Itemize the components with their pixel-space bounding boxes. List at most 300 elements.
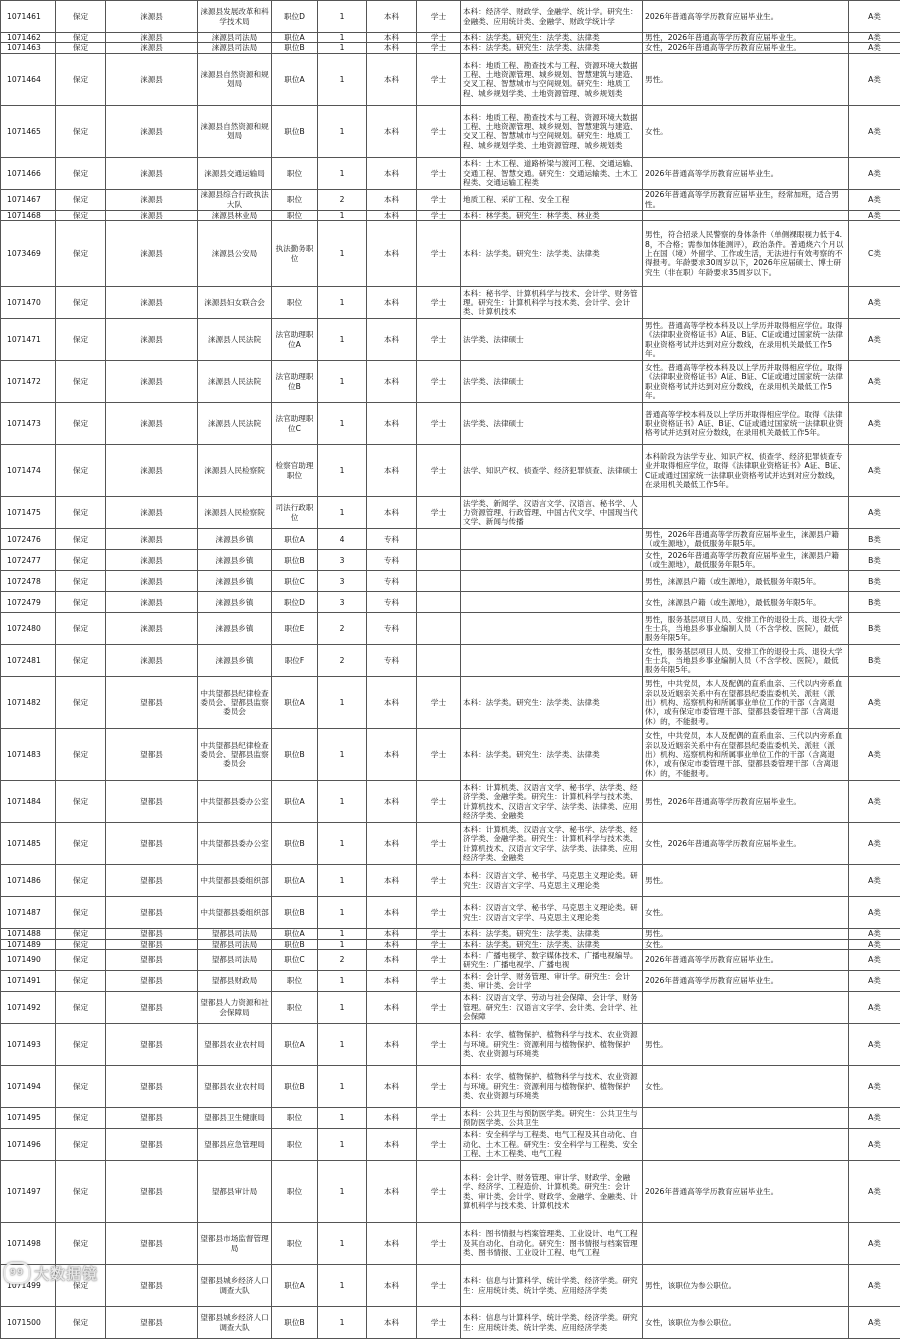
position-cell: 法官助理职位B xyxy=(272,361,318,403)
headcount-cell: 2 xyxy=(318,189,367,210)
major-cell: 本科：秘书学、计算机科学与技术、会计学、财务管理。研究生：计算机科学与技术类、会计学、会计类、计算机技术 xyxy=(461,287,643,319)
degree-cell xyxy=(417,571,461,592)
job-code-cell: 1072476 xyxy=(1,529,56,550)
position-cell: 职位 xyxy=(272,1223,318,1265)
education-cell: 专科 xyxy=(367,529,417,550)
table-row xyxy=(1,950,900,971)
position-cell: 职位D xyxy=(272,1,318,33)
major-cell: 本科：计算机类、汉语言文学、秘书学、法学类、经济学类、金融学类。研究生：计算机科学与技术类、计算机技术、汉语言文字学、法学类、法律类、应用经济学类、金融类 xyxy=(461,781,643,823)
county-cell: 望都县 xyxy=(106,1307,198,1339)
table-row xyxy=(1,189,900,210)
position-cell: 职位C xyxy=(272,950,318,971)
education-cell: 专科 xyxy=(367,645,417,677)
degree-cell: 学士 xyxy=(417,210,461,220)
position-cell: 职位A xyxy=(272,1024,318,1066)
degree-cell: 学士 xyxy=(417,43,461,53)
position-cell: 职位F xyxy=(272,645,318,677)
county-cell: 望都县 xyxy=(106,897,198,929)
position-cell: 法官助理职位A xyxy=(272,319,318,361)
table-row xyxy=(1,677,900,729)
requirements-cell: 女性。普通高等学校本科及以上学历并取得相应学位。取得《法律职业资格证书》A证、B证、C证或通过国家统一法律职业资格考试并达到对应分数线，在录用机关最低工作5年。 xyxy=(643,361,849,403)
table-row xyxy=(1,33,900,43)
category-cell: A类 xyxy=(849,1024,900,1066)
headcount-cell: 2 xyxy=(318,645,367,677)
job-code-cell: 1071498 xyxy=(1,1223,56,1265)
degree-cell: 学士 xyxy=(417,939,461,949)
degree-cell: 学士 xyxy=(417,1307,461,1339)
requirements-cell: 2026年普通高等学历教育应届毕业生。 xyxy=(643,950,849,971)
education-cell: 本科 xyxy=(367,33,417,43)
county-cell: 望都县 xyxy=(106,1223,198,1265)
department-cell: 望都县司法局 xyxy=(198,929,272,939)
major-cell: 本科：经济学、财政学、金融学、统计学。研究生：金融类、应用统计类、金融学、财政学统计学 xyxy=(461,1,643,33)
major-cell: 本科：农学、植物保护、植物科学与技术、农业资源与环境。研究生：资源利用与植物保护、植物保护类、农业资源与环境类 xyxy=(461,1066,643,1108)
department-cell: 涞源县乡镇 xyxy=(198,571,272,592)
table-row xyxy=(1,105,900,157)
job-code-cell: 1071472 xyxy=(1,361,56,403)
requirements-cell xyxy=(643,210,849,220)
headcount-cell: 1 xyxy=(318,1307,367,1339)
requirements-cell: 男性，涞源县户籍（或生源地），最低服务年限5年。 xyxy=(643,571,849,592)
degree-cell xyxy=(417,592,461,613)
table-row xyxy=(1,221,900,287)
county-cell: 涞源县 xyxy=(106,645,198,677)
category-cell: A类 xyxy=(849,1161,900,1223)
position-cell: 职位 xyxy=(272,157,318,189)
county-cell: 望都县 xyxy=(106,729,198,781)
position-cell: 职位B xyxy=(272,550,318,571)
table-row xyxy=(1,1129,900,1161)
category-cell: A类 xyxy=(849,445,900,497)
requirements-cell xyxy=(643,992,849,1024)
education-cell: 本科 xyxy=(367,105,417,157)
table-row xyxy=(1,445,900,497)
city-cell: 保定 xyxy=(56,865,106,897)
position-cell: 职位E xyxy=(272,613,318,645)
requirements-cell: 2026年普通高等学历教育应届毕业生。 xyxy=(643,157,849,189)
requirements-cell: 女性，涞源县户籍（或生源地），最低服务年限5年。 xyxy=(643,592,849,613)
city-cell: 保定 xyxy=(56,1108,106,1129)
education-cell: 专科 xyxy=(367,550,417,571)
county-cell: 涞源县 xyxy=(106,529,198,550)
job-code-cell: 1071467 xyxy=(1,189,56,210)
table-row xyxy=(1,1161,900,1223)
headcount-cell: 1 xyxy=(318,1108,367,1129)
category-cell: B类 xyxy=(849,529,900,550)
degree-cell: 学士 xyxy=(417,319,461,361)
city-cell: 保定 xyxy=(56,1,106,33)
major-cell: 本科：安全科学与工程类、电气工程及其自动化、自动化、土木工程。研究生：安全科学与工程类、安全工程、土木工程类、电气工程 xyxy=(461,1129,643,1161)
headcount-cell: 1 xyxy=(318,105,367,157)
city-cell: 保定 xyxy=(56,729,106,781)
headcount-cell: 1 xyxy=(318,897,367,929)
county-cell: 涞源县 xyxy=(106,497,198,529)
requirements-cell xyxy=(643,1129,849,1161)
category-cell: A类 xyxy=(849,1,900,33)
education-cell: 本科 xyxy=(367,361,417,403)
education-cell: 本科 xyxy=(367,865,417,897)
job-code-cell: 1071490 xyxy=(1,950,56,971)
education-cell: 本科 xyxy=(367,1307,417,1339)
education-cell: 本科 xyxy=(367,157,417,189)
requirements-cell: 男性。 xyxy=(643,865,849,897)
requirements-cell: 男性，符合招录人民警察的身体条件（单侧裸眼视力低于4.8，不合格；需参加体能测评），政治条件。普通烧六个月以上在国（境）外留学、工作或生活，无法进行有效考察的不得报考。年龄要求30周岁以下，2026年应届硕士、博士研究生（非在职）年龄要求35周岁以下。 xyxy=(643,221,849,287)
job-code-cell: 1071497 xyxy=(1,1161,56,1223)
job-code-cell: 1071466 xyxy=(1,157,56,189)
job-code-cell: 1071485 xyxy=(1,823,56,865)
headcount-cell: 1 xyxy=(318,1223,367,1265)
major-cell: 本科：计算机类、汉语言文学、秘书学、法学类、经济学类、金融学类。研究生：计算机科学与技术类、计算机技术、汉语言文字学、法学类、法律类、应用经济学类、金融类 xyxy=(461,823,643,865)
requirements-cell: 男性，中共党员，本人及配偶的直系血亲、三代以内旁系血亲以及近姻亲关系中有在望都县纪委监委机关、派驻（派出）机构、巡察机构和所属事业单位工作的干部（含离退休），或有保定市委管理干部、望都县委管理干部（含离退休）的，不能报考。 xyxy=(643,677,849,729)
requirements-cell xyxy=(643,1223,849,1265)
degree-cell: 学士 xyxy=(417,1265,461,1307)
department-cell: 涞源县乡镇 xyxy=(198,645,272,677)
position-cell: 职位B xyxy=(272,105,318,157)
category-cell: A类 xyxy=(849,53,900,105)
city-cell: 保定 xyxy=(56,445,106,497)
education-cell: 专科 xyxy=(367,613,417,645)
requirements-cell xyxy=(643,1108,849,1129)
category-cell: B类 xyxy=(849,613,900,645)
county-cell: 望都县 xyxy=(106,1108,198,1129)
department-cell: 望都县城乡经济人口调查大队 xyxy=(198,1307,272,1339)
department-cell: 涞源县乡镇 xyxy=(198,592,272,613)
job-code-cell: 1072477 xyxy=(1,550,56,571)
department-cell: 中共望都县委办公室 xyxy=(198,781,272,823)
education-cell: 本科 xyxy=(367,1108,417,1129)
requirements-cell: 2026年普通高等学历教育应届毕业生。 xyxy=(643,1161,849,1223)
department-cell: 望都县农业农村局 xyxy=(198,1066,272,1108)
requirements-cell: 男性，该职位为参公职位。 xyxy=(643,1265,849,1307)
county-cell: 涞源县 xyxy=(106,319,198,361)
degree-cell: 学士 xyxy=(417,1108,461,1129)
table-row xyxy=(1,613,900,645)
requirements-cell: 本科阶段为法学专业、知识产权、侦查学、经济犯罪侦查专业并取得相应学位，取得《法律职业资格证书》A证、B证、C证或通过国家统一法律职业资格考试并达到对应分数线，在录用机关最低工作5年。 xyxy=(643,445,849,497)
requirements-cell: 男性。 xyxy=(643,53,849,105)
category-cell: A类 xyxy=(849,1129,900,1161)
job-code-cell: 1072479 xyxy=(1,592,56,613)
headcount-cell: 4 xyxy=(318,529,367,550)
position-cell: 职位 xyxy=(272,1108,318,1129)
city-cell: 保定 xyxy=(56,189,106,210)
major-cell: 本科：汉语言文学、秘书学、马克思主义理论类。研究生：汉语言文字学、马克思主义理论类 xyxy=(461,897,643,929)
department-cell: 涞源县乡镇 xyxy=(198,613,272,645)
county-cell: 望都县 xyxy=(106,939,198,949)
table-row xyxy=(1,939,900,949)
education-cell: 本科 xyxy=(367,1129,417,1161)
job-code-cell: 1071468 xyxy=(1,210,56,220)
department-cell: 涞源县司法局 xyxy=(198,43,272,53)
category-cell: B类 xyxy=(849,645,900,677)
major-cell xyxy=(461,529,643,550)
education-cell: 本科 xyxy=(367,950,417,971)
degree-cell xyxy=(417,613,461,645)
job-code-cell: 1071499 xyxy=(1,1265,56,1307)
major-cell: 地质工程、采矿工程、安全工程 xyxy=(461,189,643,210)
city-cell: 保定 xyxy=(56,33,106,43)
category-cell: A类 xyxy=(849,781,900,823)
department-cell: 中共望都县委组织部 xyxy=(198,865,272,897)
category-cell: A类 xyxy=(849,939,900,949)
position-cell: 职位 xyxy=(272,1129,318,1161)
position-cell: 职位A xyxy=(272,1265,318,1307)
city-cell: 保定 xyxy=(56,497,106,529)
department-cell: 中共望都县纪律检查委员会、望都县监察委员会 xyxy=(198,677,272,729)
degree-cell: 学士 xyxy=(417,33,461,43)
county-cell: 涞源县 xyxy=(106,1,198,33)
degree-cell: 学士 xyxy=(417,497,461,529)
job-code-cell: 1071500 xyxy=(1,1307,56,1339)
requirements-cell: 2026年普通高等学历教育应届毕业生。 xyxy=(643,1,849,33)
education-cell: 本科 xyxy=(367,677,417,729)
education-cell: 本科 xyxy=(367,1024,417,1066)
requirements-cell: 2026年普通高等学历教育应届毕业生。 xyxy=(643,971,849,992)
requirements-cell: 男性，2026年普通高等学历教育应届毕业生。 xyxy=(643,33,849,43)
major-cell: 本科：公共卫生与预防医学类。研究生：公共卫生与预防医学类、公共卫生 xyxy=(461,1108,643,1129)
city-cell: 保定 xyxy=(56,210,106,220)
education-cell: 本科 xyxy=(367,210,417,220)
position-cell: 职位 xyxy=(272,189,318,210)
watermark xyxy=(4,1262,98,1284)
degree-cell: 学士 xyxy=(417,361,461,403)
city-cell: 保定 xyxy=(56,645,106,677)
county-cell: 涞源县 xyxy=(106,189,198,210)
county-cell: 望都县 xyxy=(106,1066,198,1108)
category-cell: A类 xyxy=(849,971,900,992)
category-cell: A类 xyxy=(849,361,900,403)
degree-cell: 学士 xyxy=(417,105,461,157)
position-cell: 职位 xyxy=(272,210,318,220)
education-cell: 本科 xyxy=(367,929,417,939)
category-cell: A类 xyxy=(849,497,900,529)
department-cell: 望都县应急管理局 xyxy=(198,1129,272,1161)
county-cell: 望都县 xyxy=(106,929,198,939)
job-code-cell: 1071496 xyxy=(1,1129,56,1161)
city-cell: 保定 xyxy=(56,1161,106,1223)
category-cell: B类 xyxy=(849,592,900,613)
department-cell: 涞源县人民检察院 xyxy=(198,445,272,497)
city-cell: 保定 xyxy=(56,221,106,287)
education-cell: 本科 xyxy=(367,43,417,53)
job-code-cell: 1071475 xyxy=(1,497,56,529)
headcount-cell: 1 xyxy=(318,1265,367,1307)
county-cell: 涞源县 xyxy=(106,361,198,403)
position-cell: 职位B xyxy=(272,43,318,53)
position-cell: 职位B xyxy=(272,729,318,781)
job-code-cell: 1071471 xyxy=(1,319,56,361)
headcount-cell: 1 xyxy=(318,157,367,189)
requirements-cell: 男性。 xyxy=(643,929,849,939)
degree-cell: 学士 xyxy=(417,287,461,319)
requirements-cell: 男性，2026年普通高等学历教育应届毕业生。 xyxy=(643,781,849,823)
requirements-cell: 女性，该职位为参公职位。 xyxy=(643,1307,849,1339)
county-cell: 涞源县 xyxy=(106,571,198,592)
category-cell: A类 xyxy=(849,43,900,53)
county-cell: 涞源县 xyxy=(106,33,198,43)
requirements-cell: 女性。 xyxy=(643,939,849,949)
education-cell: 本科 xyxy=(367,403,417,445)
table-row xyxy=(1,1024,900,1066)
county-cell: 望都县 xyxy=(106,1265,198,1307)
major-cell: 本科：汉语言文学、劳动与社会保障、会计学、财务管理。研究生：汉语言文字学、会计类、会计学、社会保障 xyxy=(461,992,643,1024)
headcount-cell: 1 xyxy=(318,1024,367,1066)
department-cell: 涞源县综合行政执法大队 xyxy=(198,189,272,210)
city-cell: 保定 xyxy=(56,971,106,992)
position-cell: 职位A xyxy=(272,53,318,105)
requirements-cell: 普通高等学校本科及以上学历并取得相应学位。取得《法律职业资格证书》A证、B证、C证或通过国家统一法律职业资格考试并达到对应分数线，在录用机关最低工作5年。 xyxy=(643,403,849,445)
education-cell: 本科 xyxy=(367,823,417,865)
position-cell: 职位B xyxy=(272,939,318,949)
city-cell: 保定 xyxy=(56,823,106,865)
table-row xyxy=(1,287,900,319)
major-cell: 本科：汉语言文学、秘书学、马克思主义理论类。研究生：汉语言文字学、马克思主义理论类 xyxy=(461,865,643,897)
position-cell: 职位B xyxy=(272,823,318,865)
table-row xyxy=(1,823,900,865)
category-cell: A类 xyxy=(849,210,900,220)
department-cell: 望都县司法局 xyxy=(198,939,272,949)
requirements-cell: 男性，2026年普通高等学历教育应届毕业生，涞源县户籍（或生源地），最低服务年限5年。 xyxy=(643,529,849,550)
education-cell: 本科 xyxy=(367,1066,417,1108)
job-code-cell: 1071465 xyxy=(1,105,56,157)
table-row xyxy=(1,645,900,677)
city-cell: 保定 xyxy=(56,1129,106,1161)
county-cell: 涞源县 xyxy=(106,403,198,445)
major-cell: 法学类、新闻学、汉语言文学、汉语言、秘书学、人力资源管理、行政管理、中国古代文学、中国现当代文学、新闻与传播 xyxy=(461,497,643,529)
job-code-cell: 1071463 xyxy=(1,43,56,53)
city-cell: 保定 xyxy=(56,929,106,939)
department-cell: 望都县财政局 xyxy=(198,971,272,992)
major-cell: 本科：信息与计算科学、统计学类、经济学类。研究生：应用统计类、统计学类、应用经济学类 xyxy=(461,1265,643,1307)
department-cell: 中共望都县委办公室 xyxy=(198,823,272,865)
position-cell: 职位C xyxy=(272,571,318,592)
major-cell: 本科：广播电视学、数字媒体技术、广播电视编导。研究生：广播电视学、广播电视 xyxy=(461,950,643,971)
category-cell: A类 xyxy=(849,950,900,971)
city-cell: 保定 xyxy=(56,992,106,1024)
table-row xyxy=(1,1108,900,1129)
table-row xyxy=(1,929,900,939)
headcount-cell: 2 xyxy=(318,950,367,971)
department-cell: 涞源县自然资源和规划局 xyxy=(198,105,272,157)
education-cell: 本科 xyxy=(367,939,417,949)
city-cell: 保定 xyxy=(56,592,106,613)
county-cell: 望都县 xyxy=(106,865,198,897)
degree-cell: 学士 xyxy=(417,971,461,992)
county-cell: 涞源县 xyxy=(106,287,198,319)
county-cell: 涞源县 xyxy=(106,105,198,157)
job-code-cell: 1071495 xyxy=(1,1108,56,1129)
job-code-cell: 1071483 xyxy=(1,729,56,781)
table-row xyxy=(1,1,900,33)
table-row xyxy=(1,781,900,823)
department-cell: 涞源县乡镇 xyxy=(198,529,272,550)
county-cell: 涞源县 xyxy=(106,592,198,613)
education-cell: 本科 xyxy=(367,992,417,1024)
department-cell: 望都县市场监督管理局 xyxy=(198,1223,272,1265)
department-cell: 涞源县公安局 xyxy=(198,221,272,287)
major-cell xyxy=(461,550,643,571)
headcount-cell: 1 xyxy=(318,677,367,729)
category-cell: A类 xyxy=(849,1307,900,1339)
major-cell: 本科：法学类。研究生：法学类、法律类 xyxy=(461,729,643,781)
county-cell: 望都县 xyxy=(106,992,198,1024)
education-cell: 本科 xyxy=(367,221,417,287)
requirements-cell xyxy=(643,287,849,319)
degree-cell: 学士 xyxy=(417,823,461,865)
job-code-cell: 1072480 xyxy=(1,613,56,645)
degree-cell xyxy=(417,529,461,550)
table-row xyxy=(1,157,900,189)
job-code-cell: 1071474 xyxy=(1,445,56,497)
table-row xyxy=(1,971,900,992)
headcount-cell: 1 xyxy=(318,1129,367,1161)
category-cell: A类 xyxy=(849,403,900,445)
category-cell: A类 xyxy=(849,1265,900,1307)
job-code-cell: 1071462 xyxy=(1,33,56,43)
department-cell: 涞源县妇女联合会 xyxy=(198,287,272,319)
county-cell: 望都县 xyxy=(106,1024,198,1066)
table-row xyxy=(1,592,900,613)
category-cell: A类 xyxy=(849,823,900,865)
county-cell: 涞源县 xyxy=(106,613,198,645)
requirements-cell: 女性，中共党员，本人及配偶的直系血亲、三代以内旁系血亲以及近姻亲关系中有在望都县纪委监委机关、派驻（派出）机构、巡察机构和所属事业单位工作的干部（含离退休），或有保定市委管理干部、望都县委管理干部（含离退休）的，不能报考。 xyxy=(643,729,849,781)
requirements-cell: 女性，2026年普通高等学历教育应届毕业生。 xyxy=(643,43,849,53)
table-row xyxy=(1,1307,900,1339)
job-code-cell: 1071488 xyxy=(1,929,56,939)
department-cell: 涞源县林业局 xyxy=(198,210,272,220)
department-cell: 涞源县人民法院 xyxy=(198,361,272,403)
category-cell: A类 xyxy=(849,33,900,43)
education-cell: 专科 xyxy=(367,592,417,613)
category-cell: B类 xyxy=(849,550,900,571)
department-cell: 中共望都县纪律检查委员会、望都县监察委员会 xyxy=(198,729,272,781)
education-cell: 本科 xyxy=(367,287,417,319)
county-cell: 望都县 xyxy=(106,950,198,971)
headcount-cell: 3 xyxy=(318,571,367,592)
major-cell: 本科：土木工程、道路桥梁与渡河工程、交通运输、交通工程、智慧交通。研究生：交通运输类、土木工程类、交通运输工程类 xyxy=(461,157,643,189)
position-cell: 职位A xyxy=(272,677,318,729)
department-cell: 望都县司法局 xyxy=(198,950,272,971)
headcount-cell: 1 xyxy=(318,939,367,949)
headcount-cell: 1 xyxy=(318,497,367,529)
major-cell: 法学、知识产权、侦查学、经济犯罪侦查、法律硕士 xyxy=(461,445,643,497)
education-cell: 本科 xyxy=(367,497,417,529)
degree-cell: 学士 xyxy=(417,1,461,33)
table-row xyxy=(1,550,900,571)
table-row xyxy=(1,865,900,897)
watermark-logo: 99 xyxy=(4,1262,30,1284)
table-row xyxy=(1,403,900,445)
major-cell: 本科：图书情报与档案管理类、工业设计、电气工程及其自动化、自动化。研究生：图书情报与档案管理类、图书情报、工业设计工程、电气工程 xyxy=(461,1223,643,1265)
job-code-cell: 1073469 xyxy=(1,221,56,287)
county-cell: 望都县 xyxy=(106,781,198,823)
county-cell: 望都县 xyxy=(106,1129,198,1161)
position-cell: 职位A xyxy=(272,33,318,43)
job-code-cell: 1071487 xyxy=(1,897,56,929)
table-row xyxy=(1,1223,900,1265)
county-cell: 涞源县 xyxy=(106,43,198,53)
table-row xyxy=(1,497,900,529)
category-cell: B类 xyxy=(849,571,900,592)
category-cell: A类 xyxy=(849,287,900,319)
degree-cell: 学士 xyxy=(417,1024,461,1066)
major-cell: 本科：信息与计算科学、统计学类、经济学类。研究生：应用统计类、统计学类、应用经济学类 xyxy=(461,1307,643,1339)
department-cell: 望都县卫生健康局 xyxy=(198,1108,272,1129)
position-cell: 法官助理职位C xyxy=(272,403,318,445)
education-cell: 本科 xyxy=(367,729,417,781)
position-cell: 职位A xyxy=(272,865,318,897)
city-cell: 保定 xyxy=(56,1265,106,1307)
headcount-cell: 1 xyxy=(318,319,367,361)
